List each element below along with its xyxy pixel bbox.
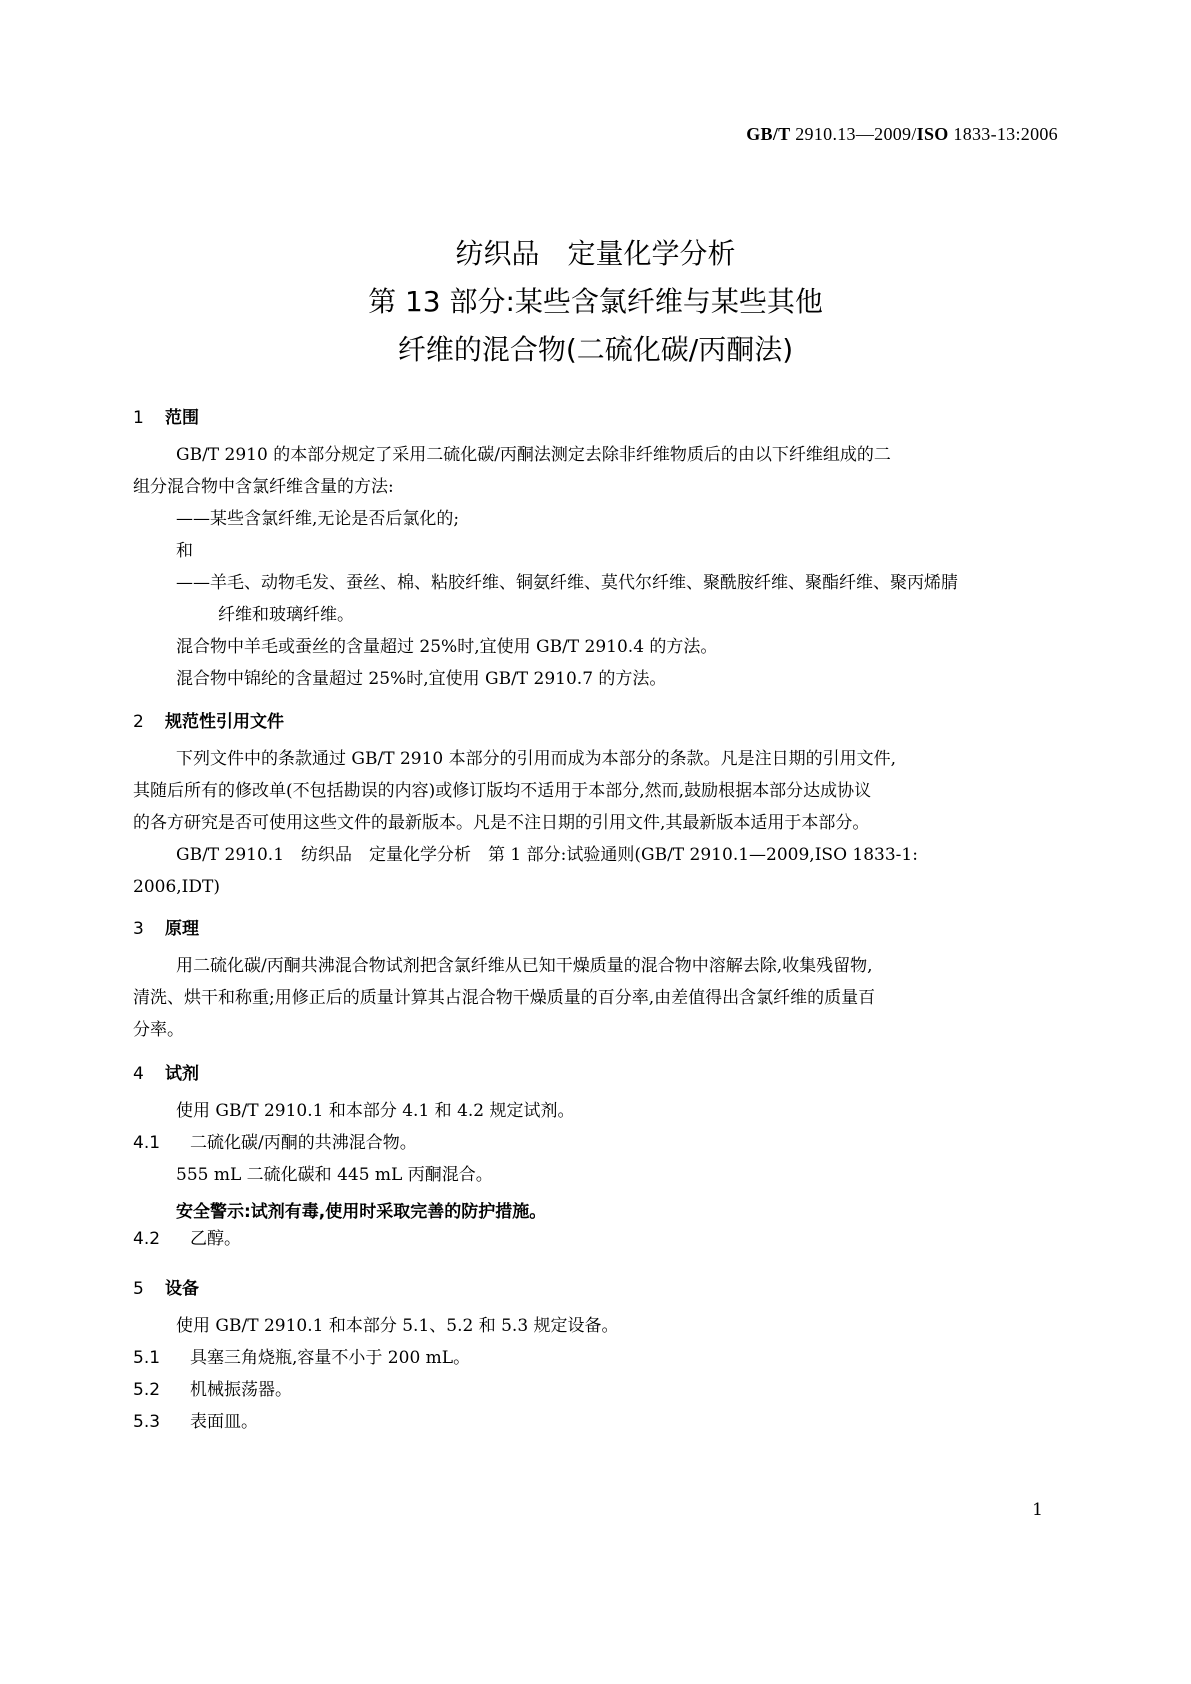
s4-item-1-number: 4.1 — [133, 1133, 161, 1153]
page-number: 1 — [1032, 1500, 1043, 1520]
title-line-2: 第 13 部分:某些含氯纤维与某些其他 — [368, 285, 823, 318]
document-title — [0, 230, 1191, 374]
section-title: 原理 — [165, 919, 199, 939]
section-4-heading — [133, 1059, 199, 1084]
s5-intro: 使用 GB/T 2910.1 和本部分 5.1、5.2 和 5.3 规定设备。 — [176, 1316, 619, 1336]
s1-para-1b: 组分混合物中含氯纤维含量的方法: — [133, 477, 394, 497]
section-number: 3 — [133, 919, 144, 939]
s5-item-3-number: 5.3 — [133, 1412, 161, 1432]
s4-item-2-number: 4.2 — [133, 1229, 161, 1249]
section-title: 范围 — [165, 408, 199, 428]
s5-item-2-number: 5.2 — [133, 1380, 161, 1400]
s2-para-1a: 下列文件中的条款通过 GB/T 2910 本部分的引用而成为本部分的条款。凡是注日期的引用文件, — [176, 749, 897, 769]
s4-intro: 使用 GB/T 2910.1 和本部分 4.1 和 4.2 规定试剂。 — [176, 1101, 575, 1121]
section-title: 设备 — [165, 1279, 199, 1299]
s4-item-1-detail: 555 mL 二硫化碳和 445 mL 丙酮混合。 — [176, 1165, 493, 1185]
s1-and: 和 — [176, 541, 193, 561]
code-iso-number: 1833-13:2006 — [953, 124, 1058, 144]
section-number: 1 — [133, 408, 144, 428]
section-3-heading — [133, 914, 199, 939]
s5-item-1-text: 具塞三角烧瓶,容量不小于 200 mL。 — [190, 1348, 471, 1368]
section-title: 试剂 — [165, 1064, 199, 1084]
s5-item-3-text: 表面皿。 — [190, 1412, 258, 1432]
s1-para-1a: GB/T 2910 的本部分规定了采用二硫化碳/丙酮法测定去除非纤维物质后的由以下纤维组成的二 — [176, 445, 891, 465]
s2-reference-a: GB/T 2910.1 纺织品 定量化学分析 第 1 部分:试验通则(GB/T 2910.1—2009,ISO 1833-1: — [176, 845, 918, 865]
section-2-heading — [133, 707, 284, 732]
s3-para-1c: 分率。 — [133, 1020, 184, 1040]
s1-para-3: 混合物中锦纶的含量超过 25%时,宜使用 GB/T 2910.7 的方法。 — [176, 669, 667, 689]
s3-para-1b: 清洗、烘干和称重;用修正后的质量计算其占混合物干燥质量的百分率,由差值得出含氯纤维的质量百 — [133, 988, 876, 1008]
safety-warning: 安全警示:试剂有毒,使用时采取完善的防护措施。 — [176, 1202, 547, 1222]
s5-item-2-text: 机械振荡器。 — [190, 1380, 292, 1400]
s1-dash-item-2a: ——羊毛、动物毛发、蚕丝、棉、粘胶纤维、铜氨纤维、莫代尔纤维、聚酰胺纤维、聚酯纤维、聚丙烯腈 — [176, 573, 958, 593]
title-line-3: 纤维的混合物(二硫化碳/丙酮法) — [397, 333, 794, 366]
section-title: 规范性引用文件 — [165, 712, 284, 732]
code-iso: ISO — [916, 124, 949, 144]
section-1-heading — [133, 403, 199, 428]
s1-dash-item-2b: 纤维和玻璃纤维。 — [218, 605, 354, 625]
section-5-heading — [133, 1274, 199, 1299]
s3-para-1a: 用二硫化碳/丙酮共沸混合物试剂把含氯纤维从已知干燥质量的混合物中溶解去除,收集残留物, — [176, 956, 873, 976]
s4-item-1-text: 二硫化碳/丙酮的共沸混合物。 — [190, 1133, 417, 1153]
section-number: 5 — [133, 1279, 144, 1299]
s2-para-1b: 其随后所有的修改单(不包括勘误的内容)或修订版均不适用于本部分,然而,鼓励根据本部分达成协议 — [133, 781, 872, 801]
s1-para-2: 混合物中羊毛或蚕丝的含量超过 25%时,宜使用 GB/T 2910.4 的方法。 — [176, 637, 718, 657]
s4-item-2-text: 乙醇。 — [190, 1229, 241, 1249]
section-number: 2 — [133, 712, 144, 732]
s1-dash-item-1: ——某些含氯纤维,无论是否后氯化的; — [176, 509, 460, 529]
section-number: 4 — [133, 1064, 144, 1084]
s2-reference-b: 2006,IDT) — [133, 877, 220, 897]
code-gbt: GB/T — [746, 124, 791, 144]
title-line-1: 纺织品 定量化学分析 — [455, 237, 736, 270]
s5-item-1-number: 5.1 — [133, 1348, 161, 1368]
standard-code — [746, 124, 1058, 145]
code-number: 2910.13—2009/ — [795, 124, 917, 144]
s2-para-1c: 的各方研究是否可使用这些文件的最新版本。凡是不注日期的引用文件,其最新版本适用于本部分。 — [133, 813, 870, 833]
